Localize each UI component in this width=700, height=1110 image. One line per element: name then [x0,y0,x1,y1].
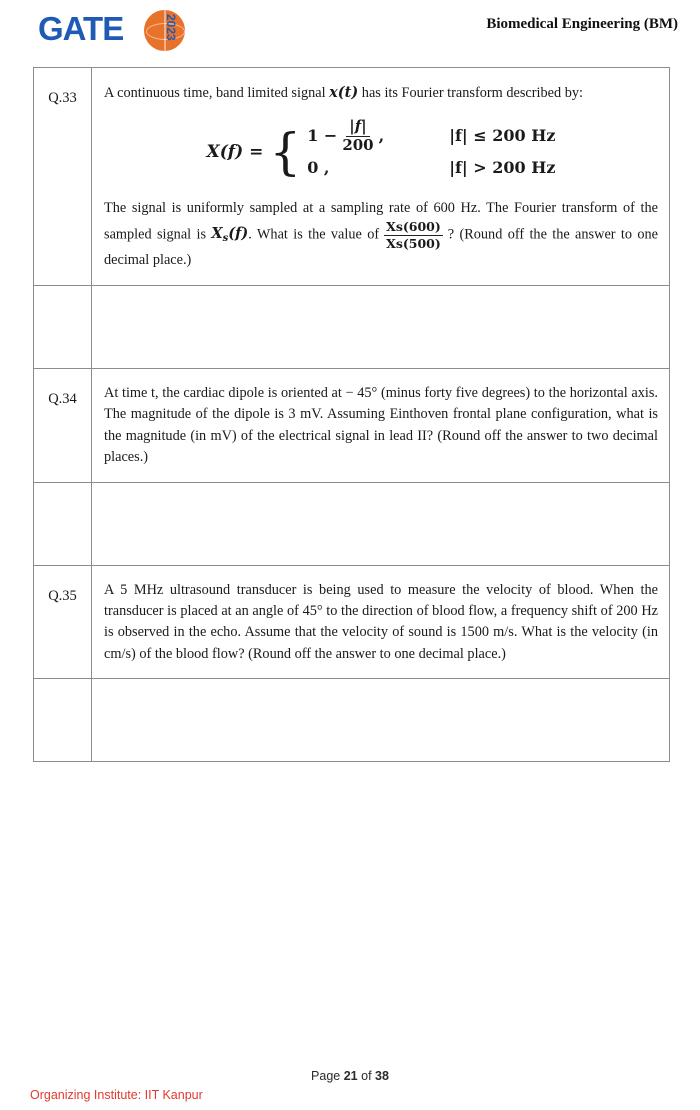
question-body [92,368,670,482]
ratio-fraction [384,220,443,251]
case1-comma: , [378,126,385,146]
page-number [0,1069,700,1083]
question-number: Q.35 [34,565,92,679]
question-body [92,68,670,286]
question-body [92,565,670,679]
answer-row [34,482,670,565]
logo-wordmark: GATE [38,10,124,47]
answer-body-cell[interactable] [92,679,670,762]
intro-text-after: has its Fourier transform described by: [358,85,583,101]
gate-logo [38,8,188,56]
case1-condition: |f| ≤ 200 Hz [449,126,556,146]
case1-lead: 1 − [307,126,338,146]
exam-title: Biomedical Engineering (BM) [486,16,678,32]
question-text: A 5 MHz ultrasound transducer is being used to measure the velocity of blood. When the transducer is placed at an angle of 45° to the direction of blood flow, a frequency shift of 200 Hz is observed in the echo. Assume that the velocity of sound is 1500 m/s. What is the velocity (in cm/s) of the blood flow? (Round off the answer to one decimal place.) [104,581,658,662]
case1-denominator: 200 [342,135,374,154]
answer-number-cell [34,285,92,368]
question-detail [104,198,658,271]
detail-segment-2: . What is the value of [248,226,380,243]
equation-case-1 [307,117,556,154]
sampled-signal-variable: $X_s(f)$ [211,225,249,245]
question-number: Q.33 [34,68,92,286]
fourier-transform-equation [104,117,658,184]
ratio-numerator: Xs(600) [386,218,441,234]
page-total: 38 [375,1069,389,1083]
answer-row [34,285,670,368]
equation-lhs: X(f) [206,141,244,162]
logo-year: 2023 [164,14,178,41]
answer-number-cell [34,679,92,762]
question-number: Q.34 [34,368,92,482]
table-row [34,68,670,286]
organizing-institute: Organizing Institute: IIT Kanpur [30,1088,203,1102]
signal-variable: x(t) [329,84,359,101]
table-row [34,368,670,482]
answer-body-cell[interactable] [92,285,670,368]
case2-expression: 0 , [307,158,330,178]
page-label: Page [311,1069,341,1083]
table-row [34,565,670,679]
case2-condition: |f| > 200 Hz [449,158,556,178]
ratio-denominator: Xs(500) [386,235,441,251]
equals-sign: = [249,141,264,162]
page-of: of [361,1069,372,1083]
question-text: At time t, the cardiac dipole is oriented at − 45° (minus forty five degrees) to the horizontal axis. The magnitude of the dipole is 3 mV. Assuming Einthoven frontal plane configuration, what is the magnitude (in mV) of the electrical signal in lead II? (Round off the answer to two decimal places.) [104,384,658,466]
detail-segment-3: ? (Round off the the answer to one decimal place.) [104,226,658,269]
answer-number-cell [34,482,92,565]
case1-fraction [339,119,376,154]
answer-body-cell[interactable] [92,482,670,565]
page-header [0,0,700,62]
question-intro [104,82,658,104]
page-current: 21 [343,1069,358,1083]
detail-segment-1: The signal is uniformly sampled at a sampling rate of 600 Hz. The Fourier transform of the sampled signal is [104,200,658,243]
questions-table [33,67,670,762]
equation-case-2 [307,152,555,184]
answer-row [34,679,670,762]
intro-text-before: A continuous time, band limited signal [104,85,330,101]
left-brace: { [269,122,302,181]
case1-numerator: |f| [346,119,369,137]
